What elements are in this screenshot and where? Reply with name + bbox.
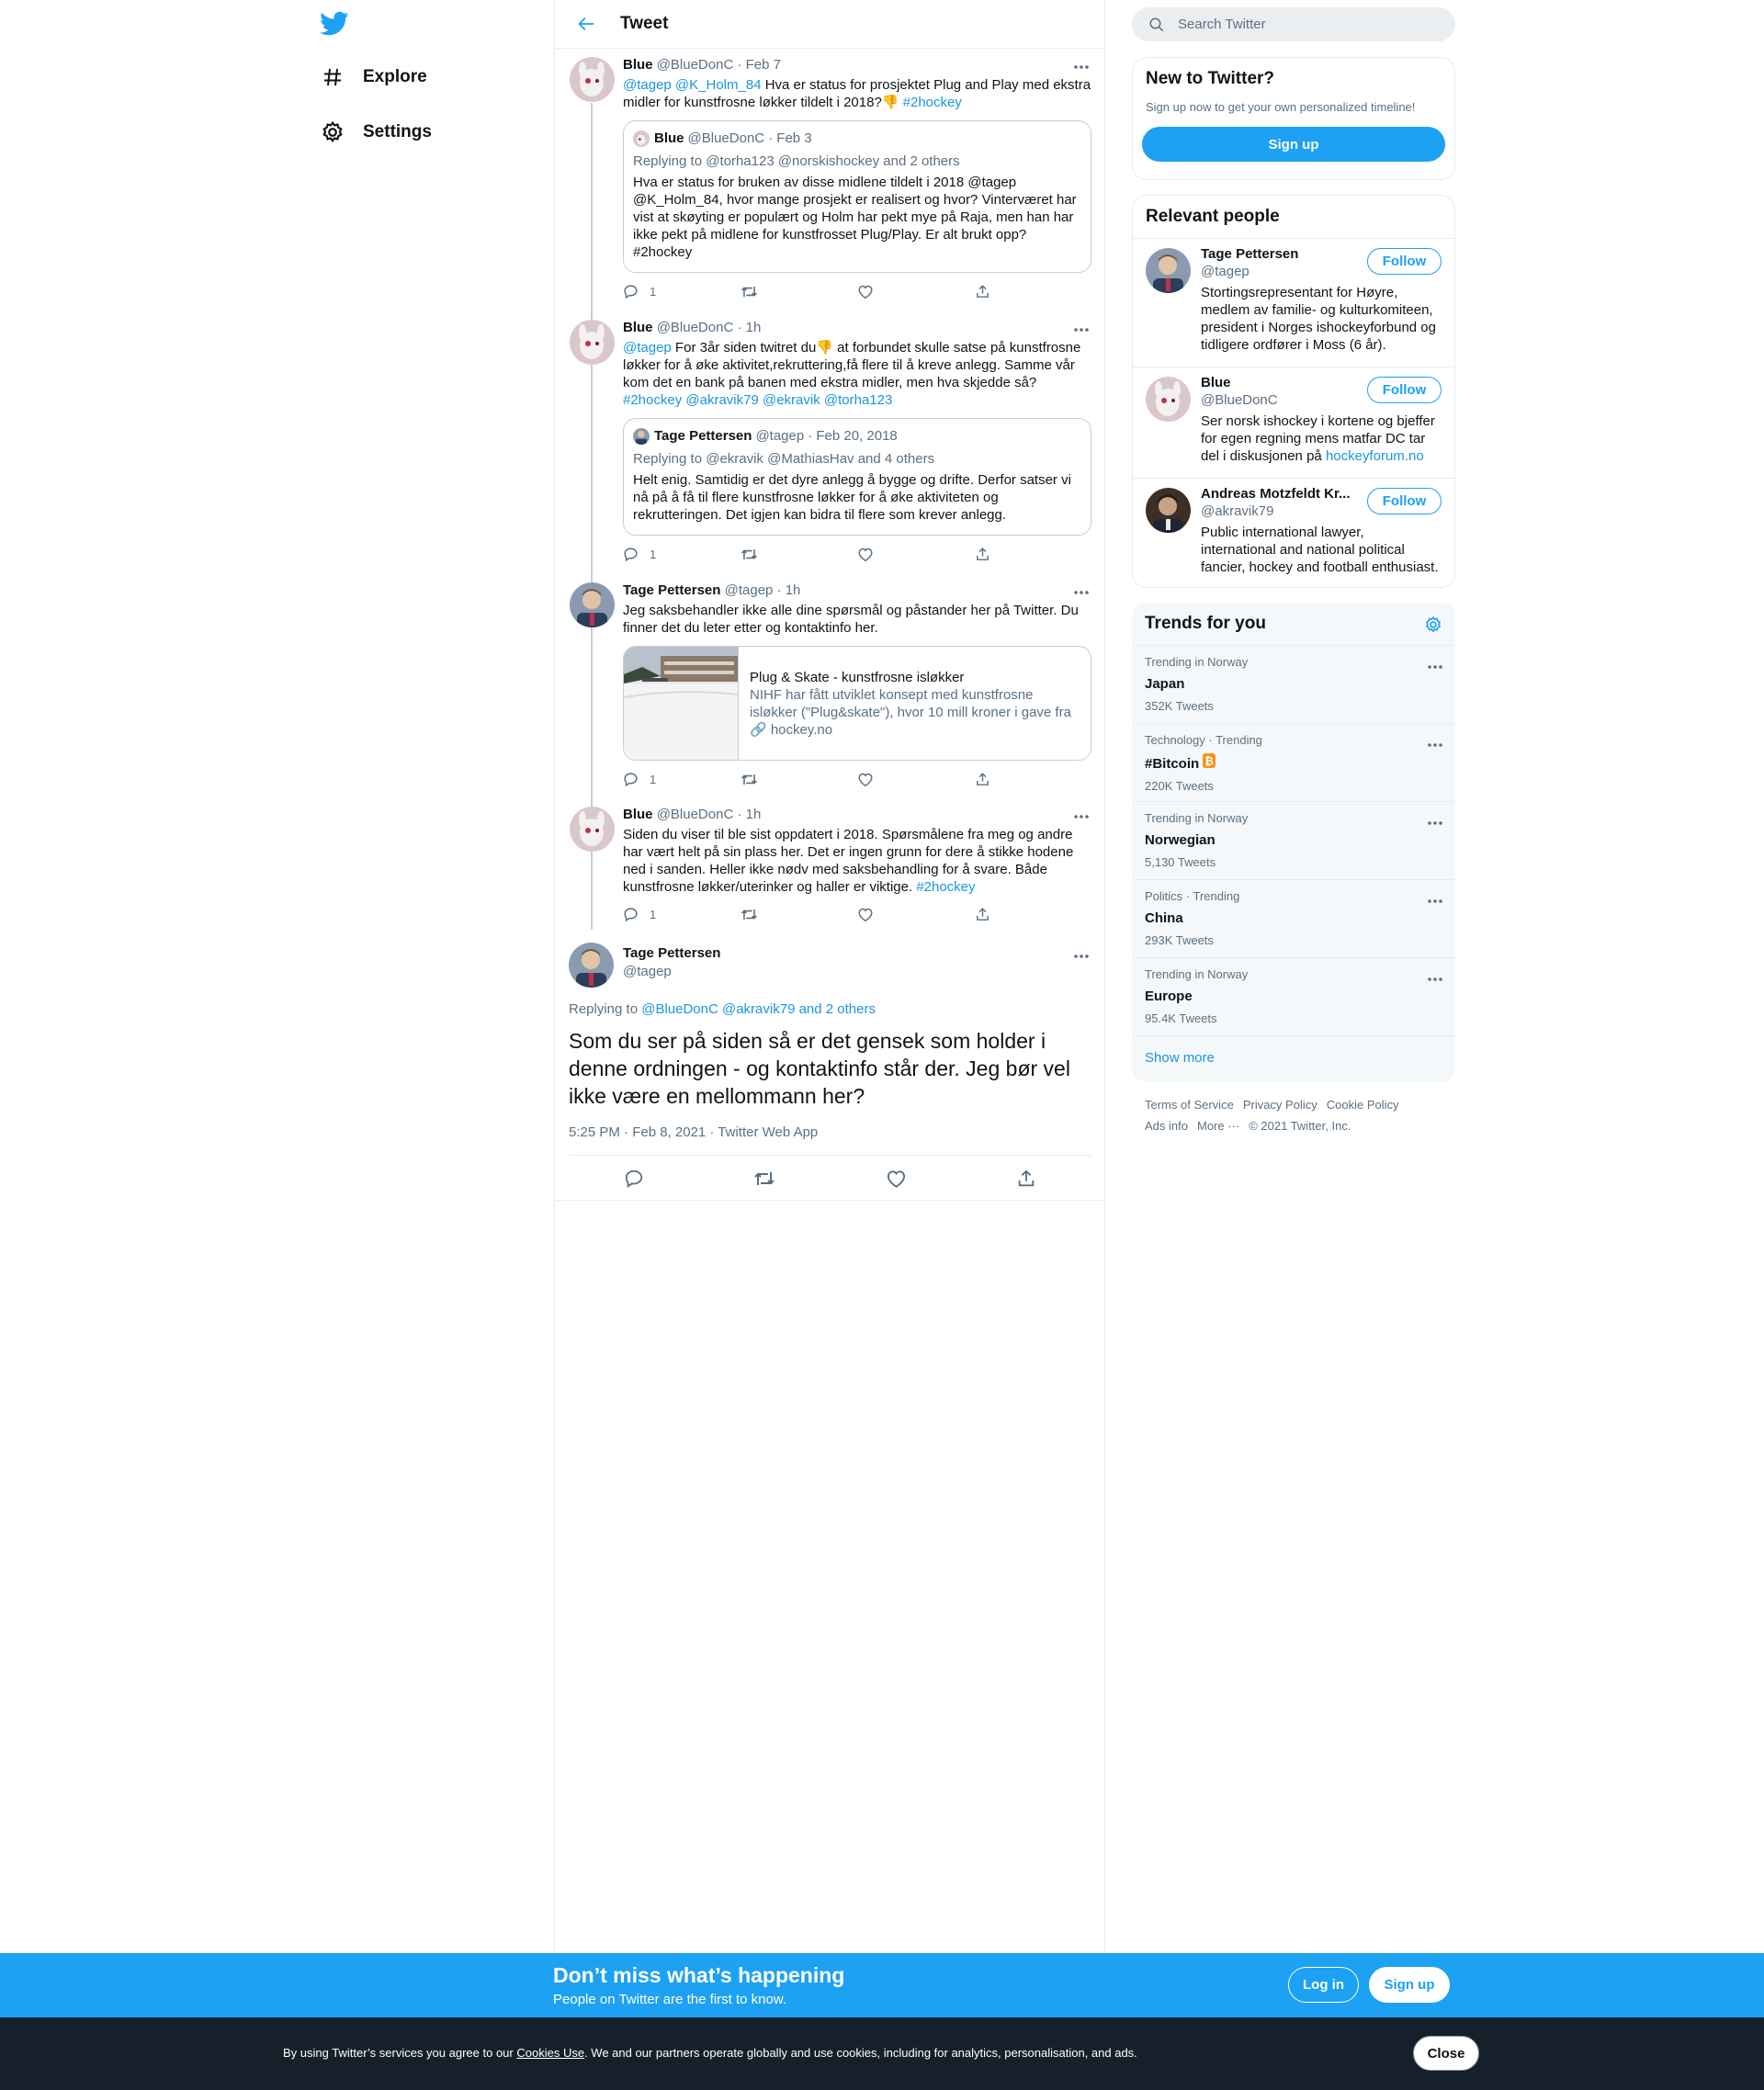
person-name[interactable]: Blue — [1201, 375, 1231, 390]
hashtag-icon — [320, 64, 345, 90]
cookies-use-link[interactable]: Cookies Use — [516, 2046, 585, 2060]
like-button[interactable] — [857, 772, 975, 787]
card-image — [624, 647, 739, 761]
quote-replying-to: Replying to @torha123 @norskishockey and 2 others — [633, 153, 960, 169]
retweet-button[interactable] — [741, 907, 858, 922]
signup-banner — [0, 1953, 1764, 2017]
sign-up-button[interactable]: Sign up — [1142, 127, 1445, 162]
retweet-icon — [753, 1169, 775, 1189]
retweet-button[interactable] — [741, 547, 858, 562]
terms-link[interactable]: Terms of Service — [1145, 1098, 1234, 1112]
tweet-text — [623, 76, 1091, 111]
reply-button[interactable] — [623, 284, 741, 299]
person-handle[interactable]: @BlueDonC — [1201, 392, 1278, 408]
quote-text: Helt enig. Samtidig er det dyre anlegg å bygge og drifte. Derfor satser vi nå på å få til flere kunstfrosne løkker for å øke aktiviteten og rekrutteringen. Det igjen kan bidra til flere som krever anlegg. — [633, 472, 1071, 523]
focused-tweet — [555, 941, 1104, 1202]
tweet-actions — [623, 282, 1091, 300]
quote-author-name: Tage Pettersen — [654, 428, 752, 444]
log-in-button[interactable]: Log in — [1288, 1967, 1359, 2003]
focused-tweet-text: Som du ser på siden så er det gensek som holder i denne ordningen - og kontaktinfo står der. Jeg bør vel ikke være en mellommann her? — [569, 1029, 1070, 1108]
author-handle[interactable]: @tagep — [623, 964, 672, 979]
replying-to — [569, 1001, 876, 1017]
trend-count: 220K Tweets — [1145, 779, 1214, 793]
author-handle[interactable]: @BlueDonC — [656, 320, 734, 335]
heart-icon — [857, 547, 874, 562]
reply-icon — [624, 1169, 644, 1189]
share-icon — [1016, 1169, 1036, 1189]
avatar[interactable] — [1146, 377, 1191, 422]
trend-count: 5,130 Tweets — [1145, 855, 1216, 869]
retweet-icon — [741, 907, 758, 922]
reply-button[interactable] — [623, 772, 741, 787]
tweet-header — [623, 582, 1091, 599]
trend-count: 352K Tweets — [1145, 699, 1214, 713]
person-handle[interactable]: @tagep — [1201, 264, 1250, 279]
quote-author-handle: @BlueDonC — [687, 130, 765, 146]
reply-icon — [623, 547, 639, 562]
hashtag-link[interactable]: #2hockey — [902, 95, 962, 110]
tweet-header — [623, 320, 1091, 336]
author-handle[interactable]: @BlueDonC — [656, 807, 734, 822]
trend-topic — [1145, 753, 1442, 774]
main-column — [554, 0, 1105, 1954]
tweet-body: For 3år siden twitret du👎 at forbundet skulle satse på kunstfrosne løkker for å øke aktivitet,rekruttering,få flere til å kreve anlegg. Samme vår kom det en bank på banen med ekstra midler, men hva skjedde så? — [623, 340, 1081, 390]
avatar[interactable] — [1146, 248, 1191, 293]
reply-count: 1 — [650, 772, 657, 786]
hashtag-link[interactable]: #2hockey @akravik79 @ekravik @torha123 — [623, 392, 893, 408]
cookie-prefix: By using Twitter’s services you agree to our — [283, 2046, 517, 2060]
tweet-body: Siden du viser til ble sist oppdatert i 2018. Spørsmålene fra meg og andre har vært helt på sin plass her. Det er ingen grunn for dere å stikke hodene ned i sanden. Heller ikke nødv med saksbehandling for å svare. Både kunstfrosne løkker/uterinker og haller er viktige. — [623, 827, 1074, 895]
author-name[interactable]: Blue — [623, 57, 653, 73]
like-button[interactable] — [857, 907, 975, 922]
retweet-button[interactable] — [741, 284, 858, 299]
share-icon — [975, 284, 990, 299]
retweet-icon — [741, 284, 758, 299]
gear-icon — [320, 119, 345, 145]
trend-context: Trending in Norway — [1145, 967, 1249, 981]
trends-header — [1132, 603, 1455, 645]
privacy-link[interactable]: Privacy Policy — [1242, 1098, 1317, 1112]
replying-to-links[interactable]: @BlueDonC @akravik79 and 2 others — [641, 1001, 876, 1017]
reply-icon — [623, 284, 639, 299]
nav-settings-label: Settings — [363, 122, 432, 141]
trend-item[interactable] — [1132, 957, 1455, 1035]
mention-link[interactable]: @tagep @K_Holm_84 — [623, 77, 762, 93]
tweet-time[interactable]: · 1h — [776, 582, 801, 598]
panel-title: New to Twitter? — [1146, 69, 1275, 88]
relevant-people-panel — [1132, 195, 1455, 588]
person-name[interactable]: Andreas Motzfeldt Kr... — [1201, 486, 1351, 502]
divider — [569, 1155, 1091, 1156]
trend-topic-label: #Bitcoin — [1145, 756, 1200, 772]
quote-author-name: Blue — [654, 130, 684, 146]
person-name[interactable]: Tage Pettersen — [1201, 246, 1299, 262]
follow-button[interactable]: Follow — [1367, 377, 1442, 403]
trend-item[interactable] — [1132, 801, 1455, 879]
panel-title: Relevant people — [1146, 207, 1280, 226]
follow-button[interactable]: Follow — [1367, 248, 1442, 275]
show-more-link[interactable]: Show more — [1132, 1035, 1455, 1081]
more-options-icon[interactable] — [1428, 891, 1442, 908]
nav-settings[interactable] — [320, 114, 432, 151]
share-icon — [975, 547, 990, 562]
footer-links — [1145, 1094, 1448, 1136]
share-icon — [975, 772, 990, 787]
author-handle[interactable]: @tagep — [724, 582, 774, 598]
share-icon — [975, 907, 990, 922]
twitter-logo-icon[interactable] — [320, 11, 351, 39]
ads-info-link[interactable]: Ads info — [1145, 1119, 1188, 1133]
tweet-timestamp[interactable]: 5:25 PM · Feb 8, 2021 · Twitter Web App — [569, 1124, 819, 1140]
share-button[interactable] — [1016, 1169, 1036, 1193]
trends-panel — [1132, 603, 1455, 1082]
hashtag-link[interactable]: #2hockey — [916, 879, 976, 895]
nav-explore-label: Explore — [363, 67, 427, 86]
bitcoin-icon — [1203, 756, 1216, 772]
copyright: © 2021 Twitter, Inc. — [1249, 1119, 1351, 1133]
author-name[interactable]: Blue — [623, 320, 653, 335]
heart-icon — [857, 907, 874, 922]
search-icon — [1148, 17, 1165, 33]
focused-tweet-actions — [569, 1169, 1091, 1193]
quoted-tweet[interactable] — [623, 418, 1091, 536]
reply-button[interactable] — [624, 1169, 644, 1193]
tweet-text — [623, 339, 1091, 409]
share-button[interactable] — [975, 772, 1092, 787]
new-to-twitter-panel — [1132, 57, 1455, 180]
card-description: NIHF har fått utviklet konsept med kunstfrosne isløkker ("Plug&skate"), hvor 10 mill kroner i gave fra — [750, 686, 1071, 720]
more-options-icon[interactable] — [1428, 657, 1442, 673]
share-button[interactable] — [975, 547, 1092, 562]
cookie-text — [283, 2046, 1137, 2060]
tweet-actions — [623, 905, 1091, 923]
avatar[interactable] — [570, 582, 615, 627]
more-link[interactable]: More ··· — [1196, 1119, 1240, 1133]
person-item[interactable] — [1133, 478, 1454, 588]
search-box[interactable] — [1132, 7, 1455, 41]
author-name[interactable]: Blue — [623, 807, 653, 822]
author-name[interactable]: Tage Pettersen — [623, 945, 721, 961]
like-button[interactable] — [886, 1169, 907, 1193]
main-header — [555, 0, 1104, 49]
banner-title: Don’t miss what’s happening — [553, 1963, 845, 1987]
retweet-icon — [741, 547, 758, 562]
nav-explore[interactable] — [320, 59, 427, 96]
tweet-time[interactable]: · 1h — [737, 320, 762, 335]
cookie-banner — [0, 2017, 1764, 2090]
heart-icon — [886, 1169, 907, 1189]
share-button[interactable] — [975, 907, 1092, 922]
tweet-time[interactable]: · Feb 7 — [737, 57, 781, 73]
tweet-actions — [623, 770, 1091, 788]
trend-topic: China — [1145, 910, 1183, 926]
retweet-icon — [741, 772, 758, 787]
quote-time: · Feb 3 — [768, 130, 812, 146]
avatar[interactable] — [1146, 488, 1191, 533]
cookie-link[interactable]: Cookie Policy — [1326, 1098, 1399, 1112]
person-bio: Public international lawyer, international and national political fancier, hockey and football enthusiast. — [1201, 525, 1439, 575]
reply-icon — [623, 907, 639, 922]
reply-count: 1 — [650, 907, 657, 921]
trend-context: Trending in Norway — [1145, 655, 1249, 669]
more-options-icon[interactable] — [1072, 948, 1091, 965]
reply-count: 1 — [650, 547, 657, 561]
trend-context: Politics · Trending — [1145, 889, 1240, 903]
author-name[interactable]: Tage Pettersen — [623, 582, 721, 598]
retweet-button[interactable] — [741, 772, 858, 787]
trend-topic: Norwegian — [1145, 832, 1216, 848]
trend-count: 293K Tweets — [1145, 933, 1214, 947]
banner-subtitle: People on Twitter are the first to know. — [553, 1992, 787, 2007]
trend-item[interactable] — [1132, 723, 1455, 801]
quote-avatar — [633, 130, 650, 147]
card-title: Plug & Skate - kunstfrosne isløkker — [750, 669, 965, 685]
panel-subtitle: Sign up now to get your own personalized timeline! — [1146, 100, 1416, 114]
quote-author-handle: @tagep — [755, 428, 805, 444]
like-button[interactable] — [857, 284, 975, 299]
close-button[interactable]: Close — [1413, 2036, 1479, 2071]
share-button[interactable] — [975, 284, 1092, 299]
quote-avatar — [633, 428, 650, 445]
settings-gear-icon[interactable] — [1424, 616, 1442, 639]
heart-icon — [857, 772, 874, 787]
link-card[interactable] — [623, 646, 1091, 761]
quote-time: · Feb 20, 2018 — [808, 428, 898, 444]
tweet-time[interactable]: · 1h — [737, 807, 762, 822]
like-button[interactable] — [857, 547, 975, 562]
svg-text:₿: ₿ — [1204, 754, 1215, 768]
more-options-icon[interactable] — [1428, 969, 1442, 986]
back-arrow-icon[interactable] — [573, 11, 599, 37]
thread-line — [591, 103, 593, 930]
reply-button[interactable] — [623, 547, 741, 562]
avatar[interactable] — [570, 57, 615, 102]
avatar[interactable] — [570, 320, 615, 365]
quote-replying-to: Replying to @ekravik @MathiasHav and 4 others — [633, 451, 935, 467]
avatar[interactable] — [569, 943, 614, 988]
replying-to-prefix: Replying to — [569, 1001, 642, 1017]
divider — [555, 1200, 1104, 1201]
sign-up-button[interactable]: Sign up — [1369, 1967, 1450, 2003]
trend-item[interactable] — [1132, 645, 1455, 723]
author-handle[interactable]: @BlueDonC — [656, 57, 734, 73]
person-bio-text: Ser norsk ishockey i kortene og bjeffer for egen regning mens matfar DC tar del i diskusjonen på — [1201, 413, 1435, 464]
person-item[interactable] — [1133, 367, 1454, 478]
person-item[interactable] — [1133, 238, 1454, 367]
page-title: Tweet — [620, 14, 669, 33]
follow-button[interactable]: Follow — [1367, 488, 1442, 514]
cookie-suffix: . We and our partners operate globally and use cookies, including for analytics, personalisation, and ads. — [584, 2046, 1137, 2060]
trend-context: Trending in Norway — [1145, 811, 1249, 825]
trend-item[interactable] — [1132, 879, 1455, 957]
trend-topic: Japan — [1145, 676, 1185, 692]
person-handle[interactable]: @akravik79 — [1201, 503, 1274, 519]
tweet-text: Jeg saksbehandler ikke alle dine spørsmål og påstander her på Twitter. Du finner det du leter etter og kontaktinfo her. — [623, 603, 1079, 636]
trend-topic: Europe — [1145, 989, 1193, 1004]
trend-count: 95.4K Tweets — [1145, 1011, 1217, 1025]
trend-context: Technology · Trending — [1145, 733, 1262, 747]
reply-button[interactable] — [623, 907, 741, 922]
heart-icon — [857, 284, 874, 299]
more-options-icon[interactable] — [1428, 813, 1442, 830]
panel-title: Trends for you — [1145, 614, 1266, 633]
quoted-tweet[interactable] — [623, 120, 1091, 273]
reply-icon — [623, 772, 639, 787]
tweet-header — [623, 807, 1091, 823]
tweet-text — [623, 826, 1091, 896]
tweet-header — [623, 57, 1091, 73]
card-site: 🔗 hockey.no — [750, 721, 833, 738]
reply-count: 1 — [650, 284, 657, 299]
mention-link[interactable]: @tagep — [623, 340, 672, 356]
more-options-icon[interactable] — [1428, 735, 1442, 751]
quote-text: Hva er status for bruken av disse midlene tildelt i 2018 @tagep @K_Holm_84, hvor mange prosjekt er realisert og hvor? Vinterværet har vist at skøyting er populært og Holm har pekt mye på Raja, men han har ikke pekt på midlene for kunstfrosset Plug/Play. Er alt brukt opp? #2hockey — [633, 175, 1077, 260]
avatar[interactable] — [570, 807, 615, 852]
person-bio — [1201, 412, 1442, 465]
retweet-button[interactable] — [753, 1169, 775, 1193]
bio-link[interactable]: hockeyforum.no — [1325, 448, 1424, 464]
tweet-body: Hva er status for prosjektet Plug and Play med ekstra midler for kunstfrosne løkker tildelt i 2018?👎 — [623, 77, 1091, 110]
person-bio: Stortingsrepresentant for Høyre, medlem av familie- og kulturkomiteen, president i Norges ishockeyforbund og tidligere ordfører i Moss (6 år). — [1201, 285, 1436, 353]
search-input[interactable] — [1178, 17, 1435, 32]
tweet-actions — [623, 545, 1091, 563]
